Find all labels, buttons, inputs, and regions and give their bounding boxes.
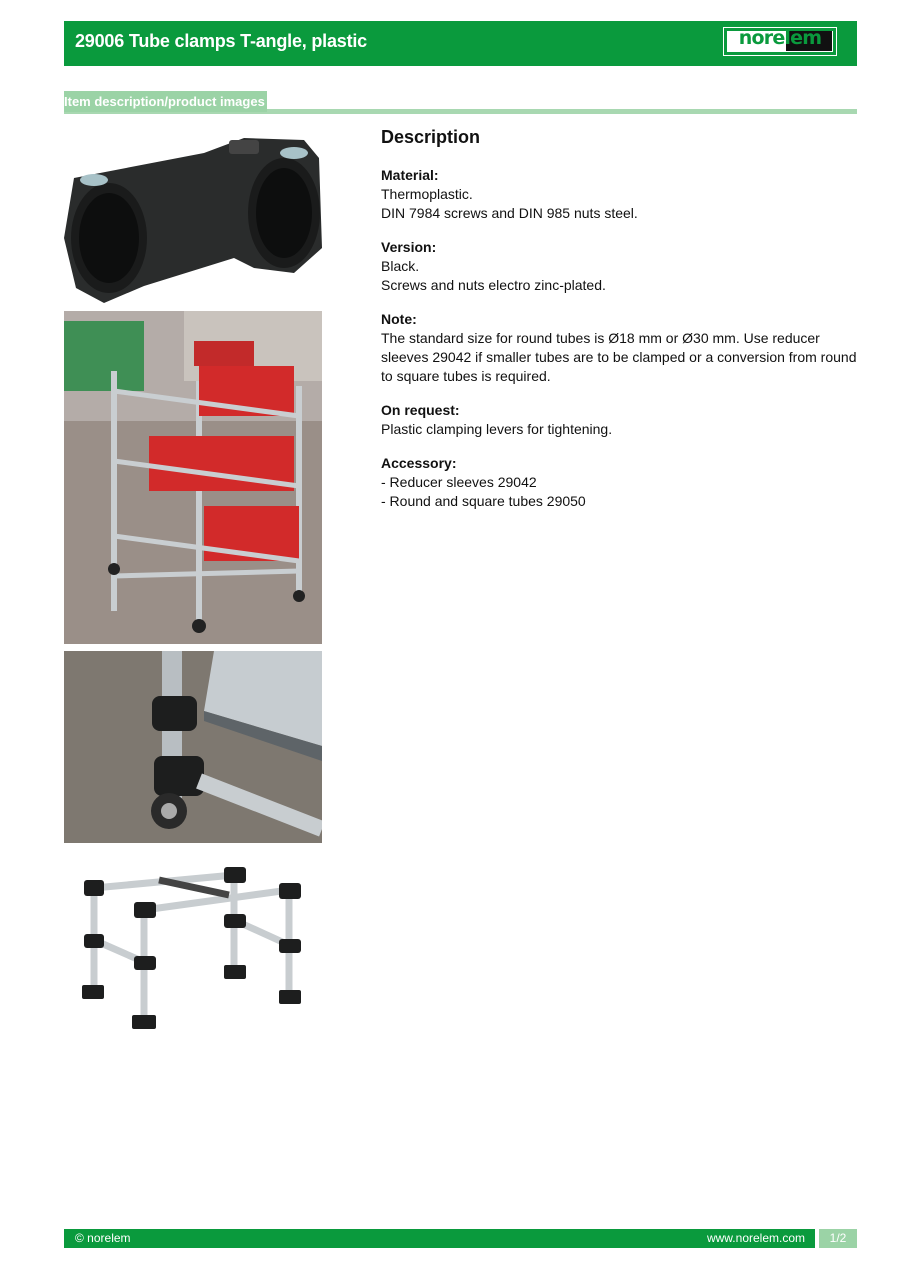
product-image-frame: [64, 850, 322, 1050]
on-request-block: [381, 401, 861, 439]
page-header: [64, 21, 857, 66]
version-heading: Version:: [381, 239, 437, 255]
on-request-heading: On request:: [381, 402, 460, 418]
version-block: [381, 238, 861, 295]
accessory-item: - Round and square tubes 29050: [381, 493, 586, 509]
product-image-clamp: [64, 118, 322, 306]
description-heading: Description: [381, 127, 481, 147]
product-image-trolley: [64, 311, 322, 644]
page-number: 1/2: [819, 1229, 857, 1248]
version-line: Black.: [381, 258, 420, 274]
product-image-closeup: [64, 651, 322, 843]
page-title: 29006 Tube clamps T-angle, plastic: [75, 31, 367, 51]
material-line: Thermoplastic.: [381, 186, 473, 202]
note-heading: Note:: [381, 311, 417, 327]
material-line: DIN 7984 screws and DIN 985 nuts steel.: [381, 205, 638, 221]
on-request-line: Plastic clamping levers for tightening.: [381, 421, 613, 437]
note-text: The standard size for round tubes is Ø18 mm or Ø30 mm. Use reducer sleeves 29042 if smaller tubes are to be clamped or a conversion from round to square tubes is required.: [381, 330, 857, 384]
description-section: [381, 128, 861, 526]
copyright: © norelem: [75, 1231, 131, 1245]
page-footer: [64, 1229, 815, 1248]
section-label: Item description/product images: [64, 91, 267, 112]
accessory-block: [381, 454, 861, 511]
logo-text: norelem: [738, 27, 822, 49]
accessory-heading: Accessory:: [381, 455, 457, 471]
material-heading: Material:: [381, 167, 439, 183]
note-block: [381, 310, 861, 386]
accessory-item: - Reducer sleeves 29042: [381, 474, 537, 490]
website-link[interactable]: www.norelem.com: [706, 1231, 805, 1245]
material-block: [381, 166, 861, 223]
norelem-logo: [723, 27, 837, 56]
version-line: Screws and nuts electro zinc-plated.: [381, 277, 606, 293]
